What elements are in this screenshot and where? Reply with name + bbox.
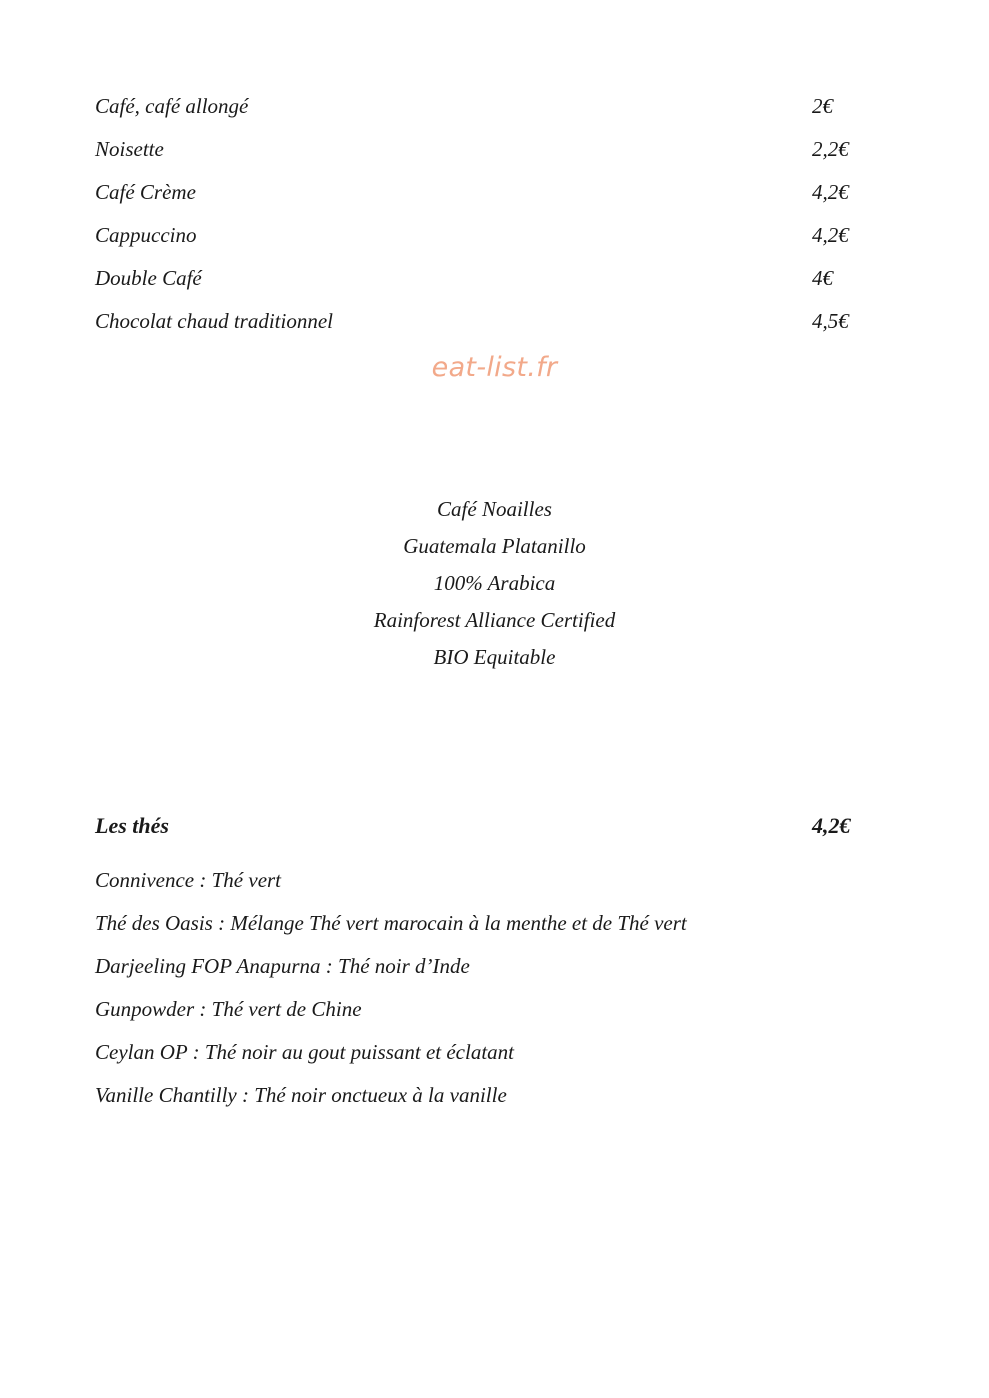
menu-item	[95, 133, 860, 176]
menu-item	[95, 305, 860, 348]
origin-line: 100% Arabica	[433, 571, 556, 595]
menu-item-name: Café Crème	[95, 180, 196, 204]
menu-item-name: Double Café	[95, 266, 202, 290]
tea-item: Vanille Chantilly : Thé noir onctueux à la vanille	[95, 1083, 507, 1107]
origin-line: BIO Equitable	[433, 645, 556, 669]
menu-item-name: Noisette	[95, 137, 164, 161]
menu-item-name: Chocolat chaud traditionnel	[95, 309, 333, 333]
tea-item: Darjeeling FOP Anapurna : Thé noir d’Inde	[95, 954, 470, 978]
origin-line: Guatemala Platanillo	[403, 534, 586, 558]
menu-item	[95, 219, 860, 262]
tea-section-header	[95, 810, 860, 864]
menu-item	[95, 90, 860, 133]
menu-item-price: 4€	[812, 266, 833, 290]
origin-line: Café Noailles	[437, 497, 552, 521]
menu-item	[95, 262, 860, 305]
menu-item-name: Cappuccino	[95, 223, 197, 247]
tea-item: Connivence : Thé vert	[95, 868, 282, 892]
menu-item-name: Café, café allongé	[95, 94, 249, 118]
watermark: eat-list.fr	[431, 352, 558, 383]
menu-item-price: 2€	[812, 94, 833, 118]
section-title: Les thés	[95, 813, 169, 838]
tea-item: Gunpowder : Thé vert de Chine	[95, 997, 362, 1021]
tea-item: Thé des Oasis : Mélange Thé vert marocain à la menthe et de Thé vert	[95, 911, 687, 935]
coffee-origin-block	[0, 492, 989, 677]
menu-item-price: 4,5€	[812, 309, 849, 333]
menu-item-price: 4,2€	[812, 180, 849, 204]
tea-item: Ceylan OP : Thé noir au gout puissant et éclatant	[95, 1040, 514, 1064]
origin-line: Rainforest Alliance Certified	[373, 608, 616, 632]
section-price: 4,2€	[812, 813, 851, 838]
menu-item	[95, 176, 860, 219]
menu-item-price: 2,2€	[812, 137, 849, 161]
tea-list	[95, 864, 860, 1122]
menu-item-price: 4,2€	[812, 223, 849, 247]
tea-section	[95, 810, 860, 1122]
coffee-list	[95, 90, 860, 348]
